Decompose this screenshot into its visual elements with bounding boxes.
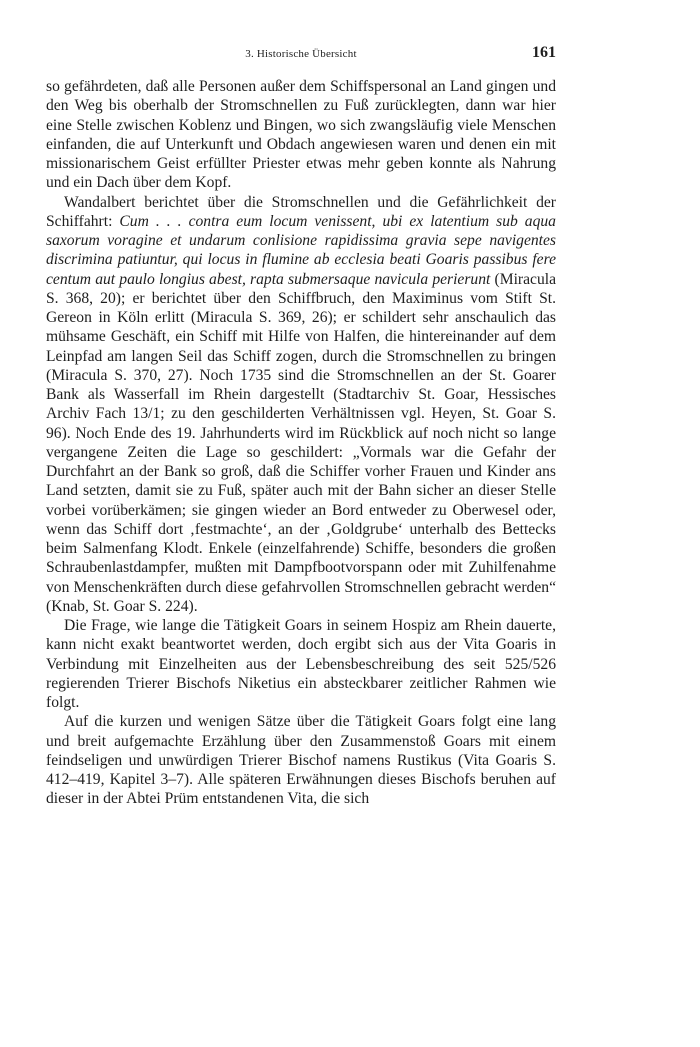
- paragraph: [46, 712, 556, 808]
- latin-quotation: Cum . . . contra eum locum venissent, ubi ex latentium sub aqua saxorum voragine et undarum conlisione rapidissima gravia sepe navigentes discrimina patiuntur, qui locus in flumine ab ecclesia beati Goaris passibus fere centum aut paulo longius abest, rapta submersaque navicula perierunt: [46, 212, 556, 288]
- paragraph-text: Auf die kurzen und wenigen Sätze über die Tätigkeit Goars folgt eine lang und breit aufgemachte Erzählung über den Zusammenstoß Goars mit einem feindseligen und unwürdigen Trierer Bischof namens Rustikus (Vita Goaris S. 412–419, Kapitel 3–7). Alle späteren Erwähnungen dieses Bischofs beruhen auf dieser in der Abtei Prüm entstandenen Vita, die sich: [46, 713, 556, 808]
- running-head: [46, 44, 556, 64]
- paragraph: [46, 193, 556, 617]
- paragraph-text: Wandalbert berichtet über die Stromschnellen und die Gefährlichkeit der Schiffahrt:: [46, 193, 556, 230]
- paragraph-text: so gefährdeten, daß alle Personen außer dem Schiffspersonal an Land gingen und den Weg bis oberhalb der Stromschnellen zu Fuß zurücklegten, dann war hier eine Stelle zwischen Koblenz und Bingen, wo sich zwangsläufig viele Menschen einfanden, die auf Unterkunft und Obdach angewiesen waren und denen ein mit missionarischem Geist erfüllter Priester etwas mehr geben konnte als Nahrung und ein Dach über dem Kopf.: [46, 78, 556, 192]
- paragraph: [46, 77, 556, 193]
- paragraph-text: Die Frage, wie lange die Tätigkeit Goars in seinem Hospiz am Rhein dauerte, kann nicht exakt beantwortet werden, doch ergibt sich aus der Vita Goaris in Verbindung mit Einzelheiten aus der Lebensbeschreibung des seit 525/526 regierenden Trierer Bischofs Niketius ein absteckbarer zeitlicher Rahmen wie folgt.: [46, 617, 556, 711]
- running-title: 3. Historische Übersicht: [245, 48, 357, 60]
- paragraph: [46, 616, 556, 712]
- body-text: [46, 77, 556, 809]
- page-number: 161: [532, 44, 556, 61]
- paragraph-text: (Miracula S. 368, 20); er berichtet über den Schiffbruch, den Maximinus vom Stift St. Gereon in Köln erlitt (Miracula S. 369, 26); er schildert sehr anschaulich das mühsame Geschäft, ein Schiff mit Hilfe von Halfen, die hintereinander auf dem Leinpfad am langen Seil das Schiff zogen, durch die Stromschnellen zu bringen (Miracula S. 370, 27). Noch 1735 sind die Stromschnellen an der St. Goarer Bank als Wasserfall im Rhein dargestellt (Stadtarchiv St. Goar, Hessisches Archiv Fach 13/1; zu den geschilderten Verhältnissen vgl. Heyen, St. Goar S. 96). Noch Ende des 19. Jahrhunderts wird im Rückblick auf noch nicht so lange vergangene Zeiten die Lage so geschildert: „Vormals war die Gefahr der Durchfahrt an der Bank so groß, daß die Schiffer vorher Frauen und Kinder ans Land setzten, damit sie zu Fuß, später auch mit der Bahn sicher an dieser Stelle vorbei vorüberkämen; sie gingen wieder an Bord entweder zu Oberwesel oder, wenn das Schiff dort ‚festmachte‘, an der ‚Goldgrube‘ unterhalb des Bettecks beim Salmenfang Klodt. Enkele (einzelfahrende) Schiffe, besonders die großen Schraubenlastdampfer, mußten mit Dampfbootvorspann oder mit Zuhilfenahme von Menschenkräften durch diese gefahrvollen Stromschnellen gebracht werden“ (Knab, St. Goar S. 224).: [46, 270, 557, 615]
